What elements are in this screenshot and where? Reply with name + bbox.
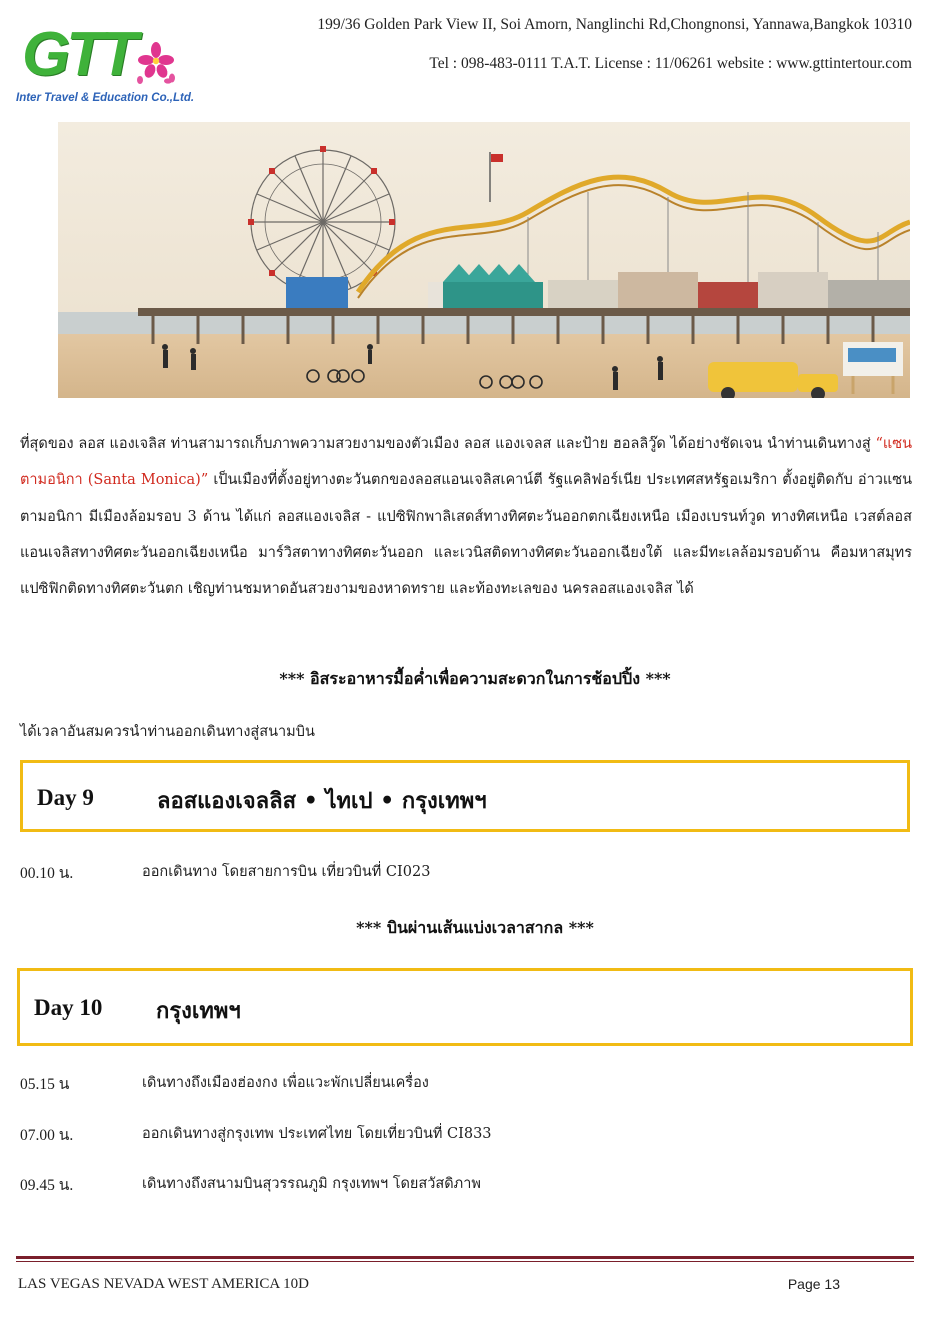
schedule-description: ออกเดินทางสู่กรุงเทพ ประเทศไทย โดยเที่ยวบินที่ CI833 bbox=[142, 1126, 492, 1142]
schedule-time: 00.10 น. bbox=[20, 865, 74, 882]
schedule-row bbox=[20, 1172, 910, 1196]
day10-title: กรุงเทพฯ bbox=[156, 998, 241, 1024]
schedule-row bbox=[20, 860, 910, 884]
dateline-notice: *** บินผ่านเส้นแบ่งเวลาสากล *** bbox=[356, 918, 594, 937]
company-address: 199/36 Golden Park View II, Soi Amorn, Nanglinchi Rd,Chongnonsi, Yannawa,Bangkok 10310 bbox=[317, 16, 912, 33]
santa-monica-description bbox=[20, 426, 912, 607]
schedule-time: 09.45 น. bbox=[20, 1177, 74, 1194]
schedule-description: ออกเดินทาง โดยสายการบิน เที่ยวบินที่ CI023 bbox=[142, 864, 431, 880]
schedule-description: เดินทางถึงเมืองฮ่องกง เพื่อแวะพักเปลี่ยนเครื่อง bbox=[142, 1075, 429, 1091]
para-text-part2: เป็นเมืองที่ตั้งอยู่ทางตะวันตกของลอสแอนเจลิสเคาน์ตี รัฐแคลิฟอร์เนีย ประเทศสหรัฐอเมริกา ตั้งอยู่ติดกับ อ่าวแซนตามอนิกา มีเมืองล้อมรอบ 3 ด้าน ได้แก่ ลอสแองเจลิส - แปซิฟิกพาลิเสดส์ทางทิศตะวันออกตกเฉียงเหนือ เมืองเบรนท์วูด ทางทิศเหนือ เวสต์ลอสแอนเจลิสทางทิศตะวันออกเฉียงเหนือ มาร์วิสตาทางทิศตะวันออก และเวนิสติดทางทิศตะวันออกเฉียงใต้ และมีทะเลล้อมรอบด้าน คือมหาสมุทรแปซิฟิกติดทางทิศตะวันตก เชิญท่านชมหาดอันสวยงามของหาดทราย และท้องทะเลของ นครลอสแองเจลิส ได้ bbox=[20, 472, 912, 598]
schedule-description: เดินทางถึงสนามบินสุวรรณภูมิ กรุงเทพฯ โดยสวัสดิภาพ bbox=[142, 1176, 481, 1192]
logo-subtitle: Inter Travel & Education Co.,Ltd. bbox=[16, 92, 195, 104]
schedule-row bbox=[20, 1071, 910, 1095]
schedule-time: 05.15 น bbox=[20, 1076, 70, 1093]
orchid-flower-icon bbox=[134, 40, 178, 86]
footer-rule bbox=[16, 1256, 914, 1259]
day10-header-box bbox=[17, 968, 913, 1046]
footer-page-number: Page 13 bbox=[787, 1276, 840, 1292]
day9-title: ลอสแองเจลลิส • ไทเป • กรุงเทพฯ bbox=[157, 788, 487, 814]
day9-label: Day 9 bbox=[37, 785, 94, 810]
airport-departure-line: ได้เวลาอันสมควรนำท่านออกเดินทางสู่สนามบิน bbox=[20, 724, 315, 740]
schedule-time: 07.00 น. bbox=[20, 1127, 74, 1144]
santa-monica-highlight: “แซนตามอนิกา (Santa Monica)” bbox=[20, 436, 912, 489]
footer-program-name: LAS VEGAS NEVADA WEST AMERICA 10D bbox=[18, 1276, 310, 1292]
schedule-row bbox=[20, 1122, 910, 1146]
dinner-notice: *** อิสระอาหารมื้อค่ำเพื่อความสะดวกในการช้อปปิ้ง *** bbox=[279, 669, 671, 688]
company-contact: Tel : 098-483-0111 T.A.T. License : 11/06261 website : www.gttintertour.com bbox=[429, 55, 912, 72]
day10-label: Day 10 bbox=[34, 995, 103, 1020]
day9-header-box bbox=[20, 760, 910, 832]
footer-rule-thin bbox=[16, 1261, 914, 1262]
logo-letters: GTT bbox=[22, 20, 134, 89]
santa-monica-pier-photo bbox=[58, 122, 910, 398]
company-logo bbox=[16, 18, 195, 114]
para-text-part1: ที่สุดของ ลอส แองเจลิส ท่านสามารถเก็บภาพความสวยงามของตัวเมือง ลอส แองเจลส และป้าย ฮอลลิวู๊ด ได้อย่างชัดเจน นำท่านเดินทางสู่ bbox=[20, 436, 876, 452]
